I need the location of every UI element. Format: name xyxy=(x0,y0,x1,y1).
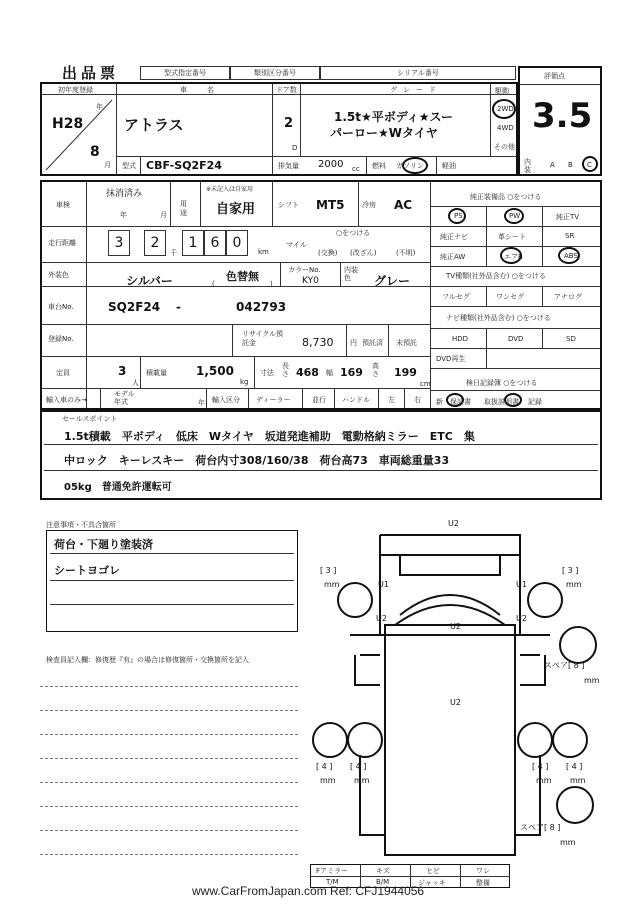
recycle-value: 8,730 xyxy=(302,336,334,349)
load-value: 1,500 xyxy=(196,364,234,378)
drive-2wd-circle xyxy=(492,99,516,119)
paren-open: ( xyxy=(212,280,215,288)
mileage-unknown: (不明) xyxy=(396,249,416,257)
navi-sd: SD xyxy=(566,335,576,343)
mileage-modify: (改ざん) xyxy=(350,249,377,257)
navi-dvd-player: DVD再生 xyxy=(436,355,466,363)
mileage-digit-1: 3 xyxy=(108,230,130,256)
tire-fl-mm: mm xyxy=(324,580,340,589)
color-no: KY0 xyxy=(302,276,319,286)
legend-h1: Fアミラー xyxy=(316,867,349,875)
sales-line-1: 1.5t積載 平ボディ 低床 Wタイヤ 坂道発進補助 電動格納ミラー ETC 集 xyxy=(64,430,475,443)
mileage-thousand: 千 xyxy=(170,249,177,257)
grade-line-2: パーロー★Wタイヤ xyxy=(330,126,438,140)
record-manual: 取扱説明書 xyxy=(484,398,519,406)
legend-h2: キズ xyxy=(376,867,390,875)
use-note: ※未記入は自家用 xyxy=(206,186,254,193)
spare1-label: スペア[ 8 ] xyxy=(544,661,585,670)
mileage-digit-4: 6 xyxy=(204,230,226,256)
displacement-label: 排気量 xyxy=(278,162,299,170)
drive-other: その他 xyxy=(494,143,515,151)
import-label: 輸入車のみ→ xyxy=(46,396,87,404)
capacity-label: 定員 xyxy=(56,369,70,377)
sales-label: セールスポイント xyxy=(62,415,118,423)
mileage-digit-3: 1 xyxy=(182,230,204,256)
vehicle-diagram xyxy=(300,515,600,865)
ac-label: 冷房 xyxy=(362,201,376,209)
tax-month-unit: 月 xyxy=(160,211,167,219)
tax-label: 車検 xyxy=(56,201,70,209)
equip-sr: SR xyxy=(565,232,575,240)
interior-color: グレー xyxy=(374,274,411,288)
mileage-mile: マイル xyxy=(286,241,307,249)
mileage-label: 走行距離 xyxy=(48,239,76,247)
fuel-label: 燃料 xyxy=(372,162,386,170)
record-warranty: 保証書 xyxy=(450,398,471,406)
abs-circle xyxy=(558,247,580,264)
record-new: 新 xyxy=(436,398,443,406)
width-label: 幅 xyxy=(326,369,333,377)
inspector-label: 検査員記入欄：修復歴『有』の場合は修復箇所・交換箇所を記入 xyxy=(46,656,249,664)
fuel-light: 軽油 xyxy=(442,162,456,170)
import-dealer: ディーラー xyxy=(256,396,291,404)
tire-rl2-mm: mm xyxy=(354,776,370,785)
import-parallel: 並行 xyxy=(312,396,326,404)
header-cell-3: シリアル番号 xyxy=(320,66,516,80)
tv-analog: アナログ xyxy=(554,293,582,301)
equip-label: 純正装備品 ○をつける xyxy=(470,193,542,201)
diag-u2-top: U2 xyxy=(448,519,459,528)
grade-line-1: 1.5t★平ボディ★スー xyxy=(334,110,453,124)
legend-v4: 整備 xyxy=(476,879,490,887)
sales-line-3: 05kg 普通免許運転可 xyxy=(64,482,172,493)
length-label: 長さ xyxy=(282,362,289,378)
recycle-yen: 円 xyxy=(350,339,357,347)
dims-label: 寸法 xyxy=(260,369,274,377)
manual-circle xyxy=(504,393,522,407)
mileage-km: km xyxy=(258,248,269,256)
tv-fullseg: フルセグ xyxy=(442,293,470,301)
tire-fr-size: [ 3 ] xyxy=(562,566,579,575)
tire-fr-mm: mm xyxy=(566,580,582,589)
legend-v3: ジャッキ xyxy=(418,879,446,887)
interior-c-circle xyxy=(582,156,598,172)
diag-u1-right: U1 xyxy=(516,580,527,589)
drive-2wd: 2WD xyxy=(497,105,514,113)
tax-value: 抹消済み xyxy=(106,189,143,199)
spare2-label: スペア[ 8 ] xyxy=(520,823,561,832)
length-value: 468 xyxy=(296,366,319,379)
chassis-prefix: SQ2F24 xyxy=(108,300,161,314)
tire-rr1-mm: mm xyxy=(536,776,552,785)
mileage-digit-5: 0 xyxy=(226,230,248,256)
model-label: 型式 xyxy=(122,162,136,170)
doors-d: D xyxy=(292,144,298,152)
tire-rl1-size: [ 4 ] xyxy=(316,762,333,771)
capacity-unit: 人 xyxy=(132,379,139,387)
handle-right: 右 xyxy=(414,396,421,404)
tire-rr1-size: [ 4 ] xyxy=(532,762,549,771)
navi-dvd: DVD xyxy=(508,335,524,343)
note-item-2: シートヨゴレ xyxy=(54,564,120,577)
first-reg-month: 8 xyxy=(90,144,100,160)
diag-u2-right: U2 xyxy=(516,614,527,623)
tire-rr2-mm: mm xyxy=(570,776,586,785)
tv-oneseg: ワンセグ xyxy=(496,293,524,301)
chassis-label: 車台No. xyxy=(48,303,74,311)
tire-rl1-mm: mm xyxy=(320,776,336,785)
equip-aw: 純正AW xyxy=(440,253,466,261)
ac-value: AC xyxy=(394,198,413,212)
tv-type-label: TV種類(社外品含む) ○をつける xyxy=(446,272,546,280)
score-value: 3.5 xyxy=(532,96,593,136)
dims-unit: cm xyxy=(420,380,431,388)
recycle-paid: 預託済 xyxy=(362,339,383,347)
load-label: 積載量 xyxy=(146,369,167,377)
notes-label: 注意事項・不具合箇所 xyxy=(46,521,116,529)
interior-color-label: 内装色 xyxy=(344,266,358,282)
recycle-unpaid: 未預託 xyxy=(396,339,417,347)
width-value: 169 xyxy=(340,366,363,379)
tax-year-unit: 年 xyxy=(120,211,127,219)
airbag-circle xyxy=(500,247,522,264)
watermark-ref: www.CarFromJapan.com Ref: CFJ1944056 xyxy=(192,884,425,898)
fuel-circle xyxy=(402,157,428,174)
drive-label: 駆動 xyxy=(495,87,509,95)
doors-value: 2 xyxy=(284,116,294,131)
equip-leather: 革シート xyxy=(498,233,526,241)
warranty-circle xyxy=(446,393,464,407)
model-year-label: モデル年式 xyxy=(114,390,135,406)
diag-u1-left: U1 xyxy=(378,580,389,589)
import-class: 輸入区分 xyxy=(212,396,240,404)
grade-label: グレード xyxy=(390,86,442,94)
height-value: 199 xyxy=(394,366,417,379)
model-value: CBF-SQ2F24 xyxy=(146,159,222,172)
handle-left: 左 xyxy=(388,396,395,404)
first-reg-year: H28 xyxy=(52,116,84,132)
spare2-mm: mm xyxy=(560,838,576,847)
mileage-exchange: (交換) xyxy=(318,249,338,257)
doors-label: ドア数 xyxy=(276,86,297,94)
spare1-mm: mm xyxy=(584,676,600,685)
navi-type-label: ナビ種類(社外品含む) ○をつける xyxy=(446,314,551,322)
shift-label: シフト xyxy=(278,201,299,209)
record-label: 検日記録簿 ○をつける xyxy=(466,379,538,387)
legend-v2: B/M xyxy=(376,878,390,886)
legend-h4: ワレ xyxy=(476,867,490,875)
equip-pw: PW xyxy=(509,212,521,220)
pw-circle xyxy=(504,208,524,224)
recycle-label: リサイクル預託金 xyxy=(242,330,284,347)
registration-label: 登録No. xyxy=(48,335,74,343)
equip-ps: PS xyxy=(454,212,463,220)
shift-value: MT5 xyxy=(316,198,345,212)
handle-label: ハンドル xyxy=(342,396,370,404)
note-item-1: 荷台・下廻り塗装済 xyxy=(54,538,153,551)
tire-rl2-size: [ 4 ] xyxy=(350,762,367,771)
capacity-value: 3 xyxy=(118,364,127,378)
legend-h3: ヒビ xyxy=(426,867,440,875)
load-unit: kg xyxy=(240,378,249,386)
drive-4wd: 4WD xyxy=(497,124,514,132)
record-record: 記録 xyxy=(528,398,542,406)
equip-abs: ABS xyxy=(564,252,578,260)
page-title: 出品票 xyxy=(62,64,120,82)
diag-u2-center: U2 xyxy=(450,622,461,631)
use-label: 用途 xyxy=(180,200,187,217)
chassis-number: 042793 xyxy=(236,300,287,314)
car-name: アトラス xyxy=(124,116,184,134)
tire-rr2-size: [ 4 ] xyxy=(566,762,583,771)
color-label: 外装色 xyxy=(48,271,69,279)
score-label: 評価点 xyxy=(544,72,565,80)
month-unit: 月 xyxy=(104,161,111,169)
color-no-label: カラーNo. xyxy=(288,266,321,274)
navi-hdd: HDD xyxy=(452,335,469,343)
header-cell-1: 型式指定番号 xyxy=(140,66,230,80)
diag-u2-left: U2 xyxy=(376,614,387,623)
car-name-label: 車名 xyxy=(180,86,234,94)
mileage-note: ○をつける xyxy=(336,229,371,237)
mileage-digit-2: 2 xyxy=(144,230,166,256)
chassis-dash: - xyxy=(176,300,181,314)
use-value: 自家用 xyxy=(216,202,256,217)
diag-u2-bed: U2 xyxy=(450,698,461,707)
ps-circle xyxy=(448,208,466,224)
interior-b: B xyxy=(568,161,573,169)
equip-airbag: エアB xyxy=(504,253,523,261)
displacement-value: 2000 xyxy=(318,159,344,170)
fuel-value: ガソリン xyxy=(396,162,424,170)
legend-v1: T/M xyxy=(326,878,339,886)
first-reg-label: 初年度登録 xyxy=(58,86,93,94)
height-label: 高さ xyxy=(372,362,379,378)
year-unit: 年 xyxy=(96,103,103,111)
equip-tv: 純正TV xyxy=(556,213,580,221)
sales-line-2: 中ロック キーレスキー 荷台内寸308/160/38 荷台高73 車両総重量33 xyxy=(64,454,450,467)
header-cell-2: 類別区分番号 xyxy=(230,66,320,80)
tire-fl-size: [ 3 ] xyxy=(320,566,337,575)
color-value: シルバー xyxy=(126,274,173,288)
model-year-unit: 年 xyxy=(198,399,205,407)
interior-label: 内装 xyxy=(524,158,531,174)
interior-a: A xyxy=(550,161,555,169)
equip-navi: 純正ナビ xyxy=(440,233,468,241)
interior-c: C xyxy=(587,161,592,169)
color-change: 色替無 xyxy=(226,270,259,283)
cc-unit: cc xyxy=(352,165,360,173)
paren-close: ) xyxy=(270,280,273,288)
